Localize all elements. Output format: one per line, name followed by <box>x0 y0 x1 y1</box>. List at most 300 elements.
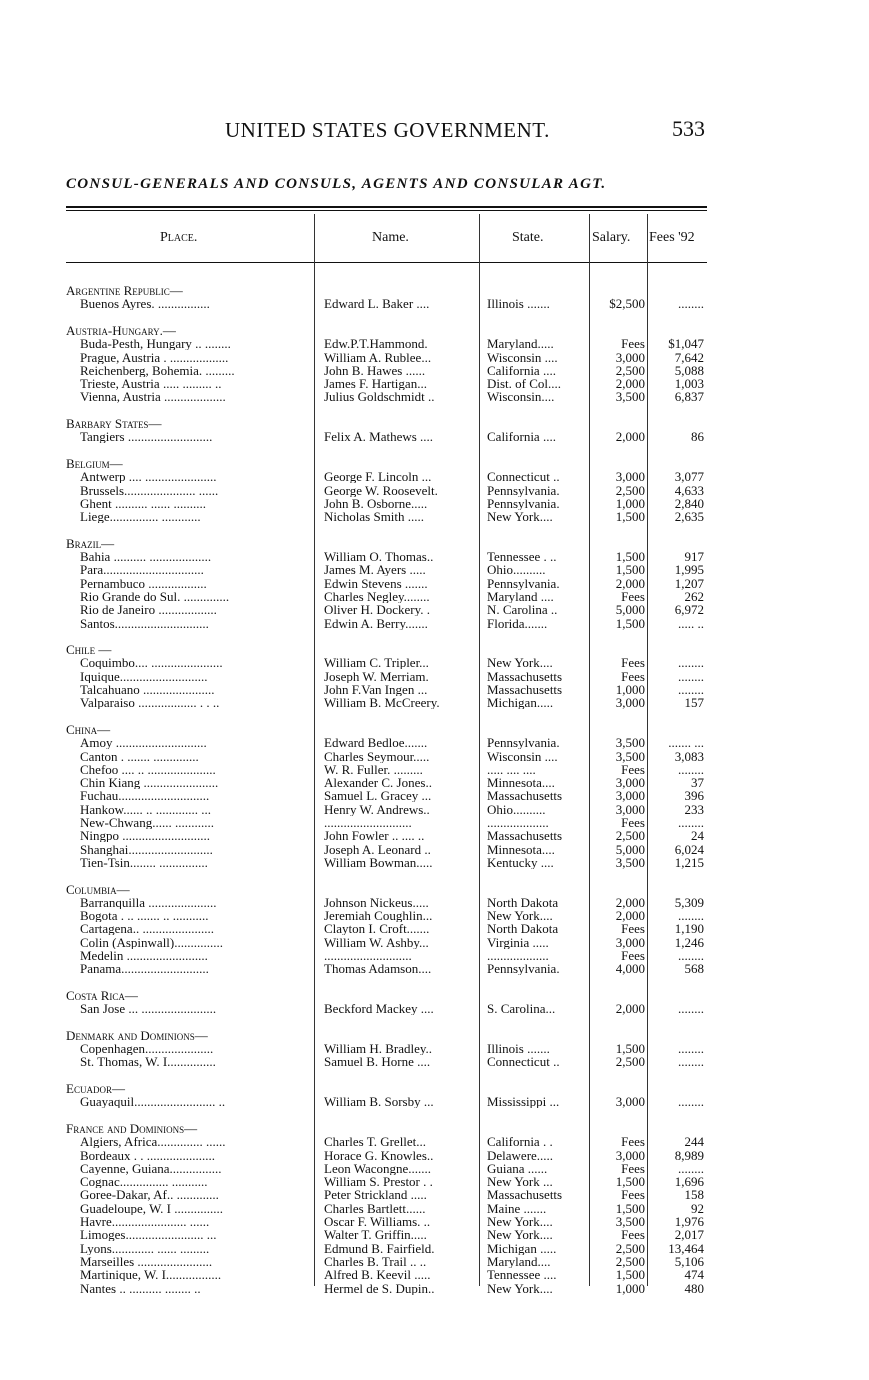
fees-cell: 24 <box>691 829 704 843</box>
place-cell: Algiers, Africa.............. ...... <box>80 1135 226 1149</box>
table-row <box>0 750 869 763</box>
fees-cell: 568 <box>684 962 704 976</box>
salary-cell: 2,000 <box>615 909 645 923</box>
name-cell: Charles T. Grellet... <box>324 1135 427 1149</box>
state-cell: New York.... <box>487 1281 553 1295</box>
table-row <box>0 922 869 935</box>
state-cell: Massachusetts <box>487 789 563 803</box>
place-cell: Goree-Dakar, Af.. ............. <box>80 1188 219 1202</box>
place-cell: Cayenne, Guiana................ <box>80 1161 222 1175</box>
group-heading-row <box>0 457 869 470</box>
state-cell: Minnesota.... <box>487 776 555 790</box>
fees-cell: 13,464 <box>668 1241 704 1255</box>
place-cell: Bogota . .. ....... .. ........... <box>80 909 209 923</box>
salary-cell: 3,000 <box>615 935 645 949</box>
place-cell: Iquique........................... <box>80 669 208 683</box>
name-cell: William Bowman..... <box>324 855 433 869</box>
table-row <box>0 816 869 829</box>
state-cell: Connecticut .. <box>487 1055 560 1069</box>
state-cell: Pennsylvania. <box>487 483 560 497</box>
fees-cell: ........ <box>678 1042 704 1056</box>
double-rule-bottom <box>66 210 707 211</box>
salary-cell: 1,500 <box>615 563 645 577</box>
table-row <box>0 789 869 802</box>
salary-cell: 2,500 <box>615 1241 645 1255</box>
fees-cell: ........ <box>678 949 704 962</box>
state-cell: Tennessee . .. <box>487 550 557 563</box>
name-cell: ........................... <box>324 949 412 962</box>
place-cell: Hankow...... .. ............. ... <box>80 802 211 816</box>
fees-cell: 8,989 <box>674 1148 704 1162</box>
group-heading: Brazil— <box>66 536 115 550</box>
place-cell: Tien-Tsin........ ............... <box>80 855 208 869</box>
salary-cell: Fees <box>621 949 645 962</box>
name-cell: William S. Prestor . . <box>324 1175 433 1189</box>
state-cell: Delawere..... <box>487 1148 554 1162</box>
table-row <box>0 656 869 669</box>
group-heading: Ecuador— <box>66 1082 125 1095</box>
fees-cell: 158 <box>684 1188 704 1202</box>
place-cell: Limoges........................ ... <box>80 1228 217 1242</box>
fees-cell: ........ <box>678 816 704 829</box>
group-heading: Argentine Republic— <box>66 284 183 297</box>
name-cell: Edw.P.T.Hammond. <box>324 337 428 351</box>
salary-cell: Fees <box>621 762 645 776</box>
fees-cell: ........ <box>678 297 704 311</box>
fees-cell: 1,190 <box>674 922 704 936</box>
place-cell: Barranquilla ..................... <box>80 895 217 909</box>
fees-cell: ........ <box>678 1161 704 1175</box>
table-row <box>0 1162 869 1175</box>
name-cell: Leon Wacongne....... <box>324 1161 432 1175</box>
salary-cell: 5,000 <box>615 842 645 856</box>
salary-cell: 1,000 <box>615 1281 645 1295</box>
table-row <box>0 1095 869 1108</box>
group-heading-row <box>0 989 869 1002</box>
state-cell: Maryland .... <box>487 589 554 603</box>
header-rule <box>66 262 707 263</box>
salary-cell: Fees <box>621 922 645 936</box>
place-cell: Cartagena.. ...................... <box>80 922 214 936</box>
name-cell: Jeremiah Coughlin... <box>324 909 433 923</box>
salary-cell: Fees <box>621 1188 645 1202</box>
table-row <box>0 763 869 776</box>
group-heading: Denmark and Dominions— <box>66 1028 208 1042</box>
page-number: 533 <box>672 116 705 141</box>
salary-cell: 2,500 <box>615 363 645 377</box>
state-cell: California .... <box>487 363 556 377</box>
salary-cell: 3,500 <box>615 736 645 750</box>
group-heading: France and Dominions— <box>66 1121 198 1135</box>
state-cell: Illinois ....... <box>487 1042 550 1056</box>
state-cell: Dist. of Col.... <box>487 377 562 391</box>
table-row <box>0 1242 869 1255</box>
name-cell: James M. Ayers ..... <box>324 563 426 577</box>
table-row <box>0 1215 869 1228</box>
salary-cell: 2,000 <box>615 895 645 909</box>
name-cell: Charles Bartlett...... <box>324 1201 426 1215</box>
name-cell: William A. Rublee... <box>324 350 432 364</box>
table-row <box>0 776 869 789</box>
state-cell: California .... <box>487 430 556 444</box>
name-cell: ........................... <box>324 816 412 829</box>
table-row <box>0 1002 869 1015</box>
place-cell: Brussels...................... ...... <box>80 483 219 497</box>
state-cell: Pennsylvania. <box>487 736 560 750</box>
salary-cell: 3,000 <box>615 1095 645 1109</box>
place-cell: Marseilles ....................... <box>80 1254 213 1268</box>
salary-cell: 5,000 <box>615 603 645 617</box>
name-cell: Oscar F. Williams. .. <box>324 1215 431 1228</box>
table-subtitle: CONSUL-GENERALS AND CONSULS, AGENTS AND CONSULAR AGT. <box>66 176 607 192</box>
group-heading: China— <box>66 722 111 736</box>
name-cell: Clayton I. Croft....... <box>324 922 430 936</box>
fees-cell: 1,696 <box>674 1175 704 1189</box>
name-cell: Samuel L. Gracey ... <box>324 789 432 803</box>
table-row <box>0 590 869 603</box>
salary-cell: 2,500 <box>615 1055 645 1069</box>
state-cell: Connecticut .. <box>487 470 560 484</box>
salary-cell: 2,000 <box>615 430 645 444</box>
state-cell: Massachusetts <box>487 669 563 683</box>
place-cell: Cognac............... ........... <box>80 1175 208 1189</box>
name-cell: Edwin A. Berry....... <box>324 616 428 630</box>
place-cell: Amoy ............................ <box>80 736 207 750</box>
salary-cell: 2,500 <box>615 483 645 497</box>
table-body <box>0 268 869 1295</box>
state-cell: New York.... <box>487 1215 553 1228</box>
state-cell: North Dakota <box>487 922 559 936</box>
table-row <box>0 736 869 749</box>
fees-cell: 1,215 <box>674 855 704 869</box>
fees-cell: ....... ... <box>668 736 704 750</box>
table-row <box>0 550 869 563</box>
state-cell: Pennsylvania. <box>487 962 560 976</box>
fees-cell: 3,083 <box>674 749 704 763</box>
name-cell: William B. McCreery. <box>324 696 440 710</box>
column-header-name: Name. <box>372 230 409 245</box>
state-cell: Florida....... <box>487 616 548 630</box>
name-cell: John F.Van Ingen ... <box>324 683 428 696</box>
name-cell: Julius Goldschmidt .. <box>324 390 435 404</box>
fees-cell: 6,837 <box>674 390 704 404</box>
table-row <box>0 829 869 842</box>
name-cell: John Fowler .. .... .. <box>324 829 425 843</box>
group-heading-row <box>0 723 869 736</box>
name-cell: William C. Tripler... <box>324 656 429 670</box>
table-row <box>0 470 869 483</box>
name-cell: William W. Ashby... <box>324 935 429 949</box>
group-heading: Columbia— <box>66 882 130 896</box>
salary-cell: 3,000 <box>615 470 645 484</box>
double-rule-top <box>66 206 707 208</box>
salary-cell: 1,500 <box>615 1175 645 1189</box>
fees-cell: 474 <box>684 1268 704 1282</box>
table-row <box>0 563 869 576</box>
table-row <box>0 670 869 683</box>
table-row <box>0 696 869 709</box>
state-cell: Minnesota.... <box>487 842 555 856</box>
table-row <box>0 1135 869 1148</box>
salary-cell: 1,000 <box>615 496 645 510</box>
page-header-title: UNITED STATES GOVERNMENT. <box>225 118 550 142</box>
table-row <box>0 351 869 364</box>
state-cell: North Dakota <box>487 895 559 909</box>
fees-cell: 244 <box>684 1135 704 1149</box>
name-cell: William O. Thomas.. <box>324 550 434 563</box>
column-header-salary: Salary. <box>592 230 631 245</box>
state-cell: Kentucky .... <box>487 855 554 869</box>
fees-cell: ........ <box>678 909 704 923</box>
place-cell: Reichenberg, Bohemia. ......... <box>80 363 235 377</box>
fees-cell: 5,106 <box>674 1254 704 1268</box>
salary-cell: 3,500 <box>615 1215 645 1228</box>
group-heading-row <box>0 643 869 656</box>
name-cell: Henry W. Andrews.. <box>324 802 430 816</box>
salary-cell: 1,500 <box>615 1201 645 1215</box>
state-cell: Ohio.......... <box>487 563 546 577</box>
salary-cell: 3,000 <box>615 776 645 790</box>
name-cell: Hermel de S. Dupin.. <box>324 1281 435 1295</box>
table-row <box>0 364 869 377</box>
salary-cell: Fees <box>621 589 645 603</box>
salary-cell: Fees <box>621 1135 645 1149</box>
fees-cell: 1,207 <box>674 576 704 590</box>
place-cell: Coquimbo.... ...................... <box>80 656 223 670</box>
salary-cell: 1,500 <box>615 616 645 630</box>
name-cell: Charles Negley........ <box>324 589 430 603</box>
salary-cell: 4,000 <box>615 962 645 976</box>
salary-cell: Fees <box>621 816 645 829</box>
salary-cell: 1,500 <box>615 510 645 524</box>
state-cell: S. Carolina... <box>487 1002 556 1016</box>
name-cell: Edmund B. Fairfield. <box>324 1241 435 1255</box>
state-cell: ..... .... .... <box>487 762 536 776</box>
table-row <box>0 297 869 310</box>
salary-cell: 3,500 <box>615 749 645 763</box>
state-cell: Wisconsin .... <box>487 350 558 364</box>
table-row <box>0 843 869 856</box>
table-header <box>0 214 869 262</box>
state-cell: Maryland.... <box>487 1254 551 1268</box>
state-cell: Wisconsin .... <box>487 749 558 763</box>
salary-cell: 1,500 <box>615 550 645 563</box>
table-row <box>0 949 869 962</box>
place-cell: Guadeloupe, W. I ............... <box>80 1201 223 1215</box>
place-cell: Prague, Austria . .................. <box>80 350 229 364</box>
fees-cell: 5,088 <box>674 363 704 377</box>
table-row <box>0 803 869 816</box>
salary-cell: 1,500 <box>615 1042 645 1056</box>
name-cell: Nicholas Smith ..... <box>324 510 425 524</box>
place-cell: St. Thomas, W. I............... <box>80 1055 216 1069</box>
name-cell: William B. Sorsby ... <box>324 1095 434 1109</box>
place-cell: Panama........................... <box>80 962 209 976</box>
state-cell: New York.... <box>487 909 553 923</box>
group-heading-row <box>0 324 869 337</box>
place-cell: Para............................... <box>80 563 204 577</box>
place-cell: Pernambuco .................. <box>80 576 207 590</box>
fees-cell: ........ <box>678 762 704 776</box>
fees-cell: 157 <box>684 696 704 710</box>
fees-cell: 92 <box>691 1201 704 1215</box>
state-cell: Massachusetts <box>487 683 563 696</box>
state-cell: ................... <box>487 816 549 829</box>
group-heading: Belgium— <box>66 456 123 470</box>
column-header-state: State. <box>512 230 544 245</box>
table-row <box>0 936 869 949</box>
place-cell: Ghent .......... ...... .......... <box>80 496 207 510</box>
name-cell: Charles Seymour..... <box>324 749 430 763</box>
state-cell: California . . <box>487 1135 553 1149</box>
table-row <box>0 484 869 497</box>
salary-cell: 2,000 <box>615 1002 645 1016</box>
place-cell: Rio Grande do Sul. .............. <box>80 589 230 603</box>
state-cell: Michigan ..... <box>487 1241 557 1255</box>
place-cell: Bahia .......... ................... <box>80 550 212 563</box>
table-row <box>0 430 869 443</box>
place-cell: Chefoo .... .. ..................... <box>80 762 216 776</box>
place-cell: Shanghai.......................... <box>80 842 213 856</box>
name-cell: John B. Hawes ...... <box>324 363 426 377</box>
fees-cell: ........ <box>678 1002 704 1016</box>
fees-cell: ........ <box>678 656 704 670</box>
table-row <box>0 577 869 590</box>
place-cell: Medelin ......................... <box>80 949 208 962</box>
name-cell: W. R. Fuller. ......... <box>324 762 423 776</box>
table-row <box>0 1188 869 1201</box>
fees-cell: 3,077 <box>674 470 704 484</box>
name-cell: George W. Roosevelt. <box>324 483 438 497</box>
salary-cell: 3,500 <box>615 390 645 404</box>
state-cell: Maine ....... <box>487 1201 547 1215</box>
fees-cell: 4,633 <box>674 483 704 497</box>
name-cell: Thomas Adamson.... <box>324 962 432 976</box>
fees-cell: ........ <box>678 669 704 683</box>
group-heading-row <box>0 537 869 550</box>
fees-cell: 262 <box>684 589 704 603</box>
fees-cell: 2,635 <box>674 510 704 524</box>
fees-cell: 1,246 <box>674 935 704 949</box>
salary-cell: Fees <box>621 1161 645 1175</box>
group-heading: Chile — <box>66 643 112 657</box>
salary-cell: $2,500 <box>609 297 645 311</box>
state-cell: Virginia ..... <box>487 935 549 949</box>
salary-cell: 3,000 <box>615 696 645 710</box>
fees-cell: ........ <box>678 683 704 696</box>
place-cell: Liege............... ............ <box>80 510 201 524</box>
table-row <box>0 1255 869 1268</box>
fees-cell: $1,047 <box>668 337 704 351</box>
fees-cell: 86 <box>691 430 704 444</box>
table-row <box>0 497 869 510</box>
salary-cell: Fees <box>621 656 645 670</box>
salary-cell: 1,500 <box>615 1268 645 1282</box>
salary-cell: Fees <box>621 337 645 351</box>
name-cell: Joseph A. Leonard .. <box>324 842 431 856</box>
name-cell: Alfred B. Keevil ..... <box>324 1268 431 1282</box>
fees-cell: ........ <box>678 1055 704 1069</box>
table-row <box>0 337 869 350</box>
fees-cell: 6,024 <box>674 842 704 856</box>
name-cell: Beckford Mackey .... <box>324 1002 434 1016</box>
fees-cell: 480 <box>684 1281 704 1295</box>
place-cell: Tangiers .......................... <box>80 430 213 444</box>
state-cell: Mississippi ... <box>487 1095 560 1109</box>
name-cell: Felix A. Mathews .... <box>324 430 434 444</box>
state-cell: Guiana ...... <box>487 1161 548 1175</box>
place-cell: Canton . ....... .............. <box>80 749 199 763</box>
name-cell: Edward Bedloe....... <box>324 736 428 750</box>
place-cell: Ningpo ........................... <box>80 829 210 843</box>
table-row <box>0 1228 869 1241</box>
place-cell: San Jose ... ....................... <box>80 1002 217 1016</box>
state-cell: Tennessee .... <box>487 1268 557 1282</box>
state-cell: Pennsylvania. <box>487 576 560 590</box>
table-row <box>0 1175 869 1188</box>
place-cell: New-Chwang...... ............ <box>80 816 214 829</box>
table-row <box>0 603 869 616</box>
name-cell: George F. Lincoln ... <box>324 470 432 484</box>
fees-cell: 2,840 <box>674 496 704 510</box>
group-heading-row <box>0 1029 869 1042</box>
salary-cell: 3,000 <box>615 802 645 816</box>
fees-cell: ........ <box>678 1095 704 1109</box>
name-cell: Joseph W. Merriam. <box>324 669 429 683</box>
table-row <box>0 856 869 869</box>
fees-cell: 37 <box>691 776 704 790</box>
fees-cell: 917 <box>684 550 704 563</box>
state-cell: New York.... <box>487 1228 553 1242</box>
fees-cell: 1,995 <box>674 563 704 577</box>
place-cell: Chin Kiang ....................... <box>80 776 219 790</box>
group-heading-row <box>0 1122 869 1135</box>
group-heading-row <box>0 883 869 896</box>
group-heading-row <box>0 417 869 430</box>
table-row <box>0 909 869 922</box>
table-row <box>0 683 869 696</box>
fees-cell: ..... .. <box>678 616 704 630</box>
salary-cell: 3,000 <box>615 789 645 803</box>
state-cell: ................... <box>487 949 549 962</box>
place-cell: Guayaquil......................... .. <box>80 1095 226 1109</box>
table-row <box>0 390 869 403</box>
place-cell: Havre....................... ...... <box>80 1215 210 1228</box>
group-heading: Barbary States— <box>66 417 162 430</box>
state-cell: New York.... <box>487 510 553 524</box>
salary-cell: 2,500 <box>615 1254 645 1268</box>
column-header-fees: Fees '92 <box>649 230 695 245</box>
name-cell: Edwin Stevens ....... <box>324 576 428 590</box>
place-cell: Santos............................. <box>80 616 209 630</box>
table-row <box>0 1268 869 1281</box>
name-cell: Samuel B. Horne .... <box>324 1055 431 1069</box>
salary-cell: 3,500 <box>615 855 645 869</box>
table-row <box>0 896 869 909</box>
place-cell: Rio de Janeiro .................. <box>80 603 217 617</box>
table-row <box>0 1282 869 1295</box>
group-heading-row <box>0 284 869 297</box>
name-cell: William H. Bradley.. <box>324 1042 433 1056</box>
name-cell: Peter Strickland ..... <box>324 1188 427 1202</box>
salary-cell: 1,000 <box>615 683 645 696</box>
group-heading: Austria-Hungary.— <box>66 323 176 337</box>
name-cell: Alexander C. Jones.. <box>324 776 432 790</box>
salary-cell: 3,000 <box>615 350 645 364</box>
table-row <box>0 377 869 390</box>
group-heading: Costa Rica— <box>66 988 138 1002</box>
state-cell: Ohio.......... <box>487 802 546 816</box>
